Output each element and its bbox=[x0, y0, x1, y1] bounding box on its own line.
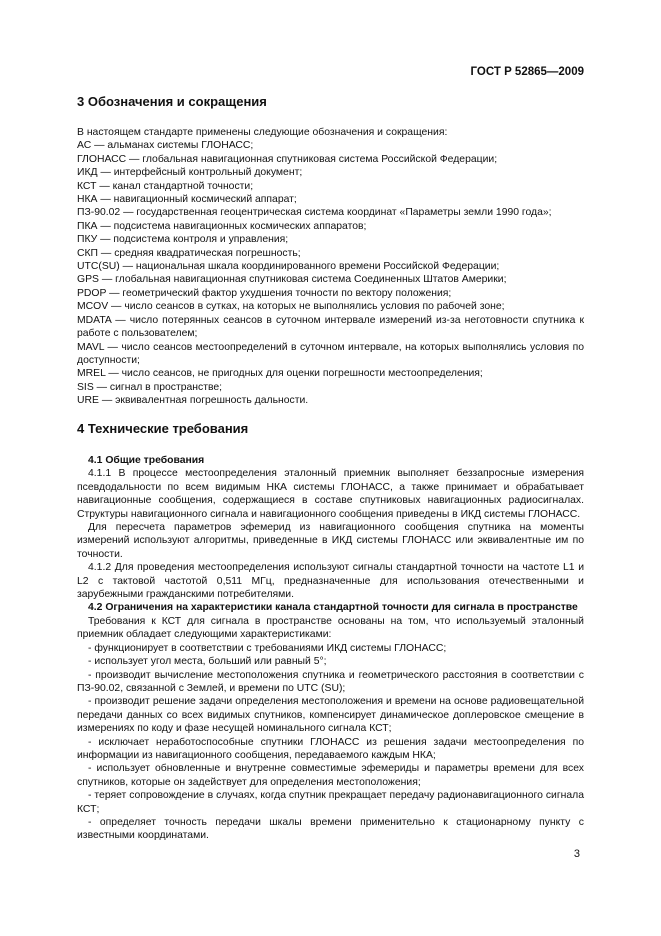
requirement-item: - функционирует в соответствии с требованиями ИКД системы ГЛОНАСС; bbox=[88, 642, 447, 654]
requirement-item: - определяет точность передачи шкалы времени применительно к стационарному пункту с известными координатами. bbox=[77, 816, 584, 842]
abbrev-item: UTC(SU) — национальная шкала координированного времени Российской Федерации; bbox=[77, 261, 500, 273]
paragraph-4-1-2: 4.1.2 Для проведения местоопределения используют сигналы стандартной точности на частоте L1 и L2 с тактовой частотой 0,511 МГц, предназначенные для использования отечественными и зарубежными гражданскими потребителями. bbox=[77, 562, 584, 601]
abbrev-item: ГЛОНАСС — глобальная навигационная спутниковая система Российской Федерации; bbox=[77, 153, 498, 165]
abbrev-item: ПКА — подсистема навигационных космических аппаратов; bbox=[77, 220, 367, 232]
abbrev-item: ИКД — интерфейсный контрольный документ; bbox=[77, 167, 303, 179]
section-3 bbox=[77, 94, 584, 408]
page-number: 3 bbox=[573, 848, 580, 860]
abbrev-item: MDATA — число потерянных сеансов в суточном интервале измерений из-за неготовности спутника к работе с пользователем; bbox=[77, 314, 584, 340]
section-4 bbox=[77, 421, 584, 843]
abbrev-item: НКА — навигационный космический аппарат; bbox=[77, 194, 297, 206]
requirement-item: - использует обновленные и внутренне совместимые эфемериды и параметры времени для всех спутников, которые он задействует для определения местоположения; bbox=[77, 763, 584, 788]
abbrev-item: MAVL — число сеансов местоопределений в суточном интервале, на которых выполнялись условия по доступности; bbox=[77, 341, 584, 366]
section-3-intro: В настоящем стандарте применены следующие обозначения и сокращения: bbox=[77, 127, 448, 138]
requirement-item: - использует угол места, больший или равный 5°; bbox=[88, 656, 327, 668]
paragraph-4-1-1: 4.1.1 В процессе местоопределения эталонный приемник выполняет беззапросные измерения псевдодальности по всем видимым НКА системы ГЛОНАСС, а также принимает и обрабатывает навигационные сообщения, содержащиеся в составе спутниковых навигационных радиосигналах. Структуры навигационного сигнала и навигационного сообщения приведены в ИКД системы ГЛОНАСС. bbox=[77, 468, 584, 520]
section-3-title: 3 Обозначения и сокращения bbox=[77, 94, 267, 109]
abbrev-item: URE — эквивалентная погрешность дальности. bbox=[77, 395, 309, 407]
section-4-title: 4 Технические требования bbox=[77, 421, 249, 436]
subsection-4-2-title: 4.2 Ограничения на характеристики канала стандартной точности для сигнала в пространстве bbox=[88, 602, 578, 614]
abbrev-item: СКП — средняя квадратическая погрешность; bbox=[77, 247, 301, 259]
subsection-4-1-title: 4.1 Общие требования bbox=[88, 455, 205, 466]
abbrev-item: КСТ — канал стандартной точности; bbox=[77, 180, 254, 192]
abbrev-item: MCOV — число сеансов в сутках, на которых не выполнялись условия по рабочей зоне; bbox=[77, 301, 505, 313]
requirement-item: - производит решение задачи определения местоположения и времени на основе радиовещательной передачи данных со всех видимых спутников, компенсирует динамическое доплеровское смещение в измерениях по коду и фазе несущей номинального сигнала КСТ; bbox=[77, 696, 584, 735]
abbrev-item: PDOP — геометрический фактор ухудшения точности по вектору положения; bbox=[77, 287, 452, 299]
abbrev-item: GPS — глобальная навигационная спутниковая система Соединенных Штатов Америки; bbox=[77, 274, 507, 286]
abbrev-item: MREL — число сеансов, не пригодных для оценки погрешности местоопределения; bbox=[77, 368, 483, 380]
abbrev-item: ПЗ-90.02 — государственная геоцентрическая система координат «Параметры земли 1990 года»; bbox=[77, 207, 552, 219]
abbrev-item: ПКУ — подсистема контроля и управления; bbox=[77, 234, 289, 246]
document-id: ГОСТ Р 52865—2009 bbox=[470, 66, 584, 78]
requirement-item: - производит вычисление местоположения спутника и геометрического расстояния в соответствии с ПЗ-90.02, связанной с Землей, и времени по UTC (SU); bbox=[77, 669, 584, 694]
paragraph-ephemeris: Для пересчета параметров эфемерид из навигационного сообщения спутника на моменты измерений используют алгоритмы, приведенные в ИКД системы ГЛОНАСС или эквивалентные им по точности. bbox=[77, 522, 584, 560]
requirement-item: - исключает неработоспособные спутники ГЛОНАСС из решения задачи местоопределения по информации из навигационного сообщения, передаваемого каждым НКА; bbox=[77, 736, 584, 761]
requirement-item: - теряет сопровождение в случаях, когда спутник прекращает передачу радионавигационного сигнала КСТ; bbox=[77, 790, 584, 815]
abbrev-item: АС — альманах системы ГЛОНАСС; bbox=[77, 140, 254, 152]
abbrev-item: SIS — сигнал в пространстве; bbox=[77, 381, 223, 393]
paragraph-4-2-intro: Требования к КСТ для сигнала в пространстве основаны на том, что используемый эталонный приемник обладает следующими характеристиками: bbox=[77, 615, 584, 641]
